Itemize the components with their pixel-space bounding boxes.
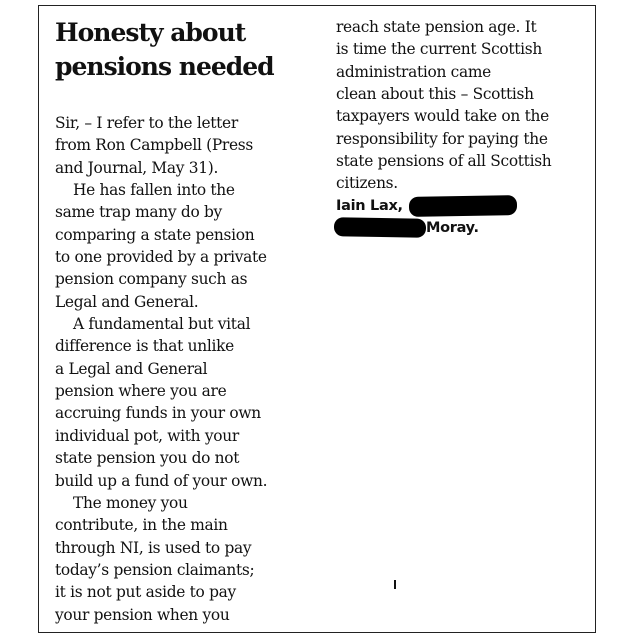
text-line: today’s pension claimants; bbox=[55, 560, 255, 579]
text-line: a Legal and General bbox=[55, 359, 208, 378]
text-line: citizens. bbox=[336, 174, 398, 193]
letter-body-left bbox=[55, 112, 317, 626]
left-column bbox=[55, 16, 317, 626]
text-line: from Ron Campbell (Press bbox=[55, 136, 253, 155]
text-line: accruing funds in your own bbox=[55, 404, 261, 423]
right-column bbox=[336, 16, 596, 239]
text-line: pension where you are bbox=[55, 382, 227, 401]
text-line: state pension you do not bbox=[55, 449, 240, 468]
text-line: He has fallen into the bbox=[73, 181, 235, 200]
letter-clipping bbox=[38, 5, 596, 633]
text-line: comparing a state pension bbox=[55, 225, 255, 244]
text-line: Legal and General. bbox=[55, 292, 199, 311]
text-line: individual pot, with your bbox=[55, 426, 239, 445]
headline bbox=[55, 16, 317, 84]
text-line: is time the current Scottish bbox=[336, 40, 542, 59]
text-line: responsibility for paying the bbox=[336, 129, 548, 148]
signature-location: Moray. bbox=[426, 219, 479, 236]
redaction-mark-2 bbox=[334, 217, 426, 238]
signature-name: Iain Lax, bbox=[336, 197, 403, 214]
text-line: to one provided by a private bbox=[55, 248, 267, 267]
text-line: taxpayers would take on the bbox=[336, 107, 549, 126]
text-line: reach state pension age. It bbox=[336, 18, 537, 36]
text-line: it is not put aside to pay bbox=[55, 583, 236, 602]
text-line: A fundamental but vital bbox=[73, 315, 251, 334]
signature-location-line bbox=[336, 217, 596, 239]
headline-line-1: Honesty about bbox=[55, 18, 246, 47]
text-line: clean about this – Scottish bbox=[336, 85, 534, 104]
text-line: same trap many do by bbox=[55, 203, 222, 222]
text-line: state pensions of all Scottish bbox=[336, 152, 552, 171]
signature-name-line bbox=[336, 195, 596, 217]
text-line: administration came bbox=[336, 62, 491, 81]
text-line: build up a fund of your own. bbox=[55, 471, 268, 490]
text-line: The money you bbox=[73, 493, 188, 512]
text-line: contribute, in the main bbox=[55, 516, 228, 535]
text-line: difference is that unlike bbox=[55, 337, 234, 356]
text-line: through NI, is used to pay bbox=[55, 538, 252, 557]
text-line: your pension when you bbox=[55, 605, 230, 624]
text-line: Sir, – I refer to the letter bbox=[55, 114, 238, 132]
text-line: and Journal, May 31). bbox=[55, 158, 219, 177]
text-line: pension company such as bbox=[55, 270, 248, 289]
headline-line-2: pensions needed bbox=[55, 52, 274, 81]
letter-body-right bbox=[336, 16, 596, 195]
stray-mark bbox=[394, 580, 396, 589]
redaction-mark-1 bbox=[409, 195, 517, 217]
